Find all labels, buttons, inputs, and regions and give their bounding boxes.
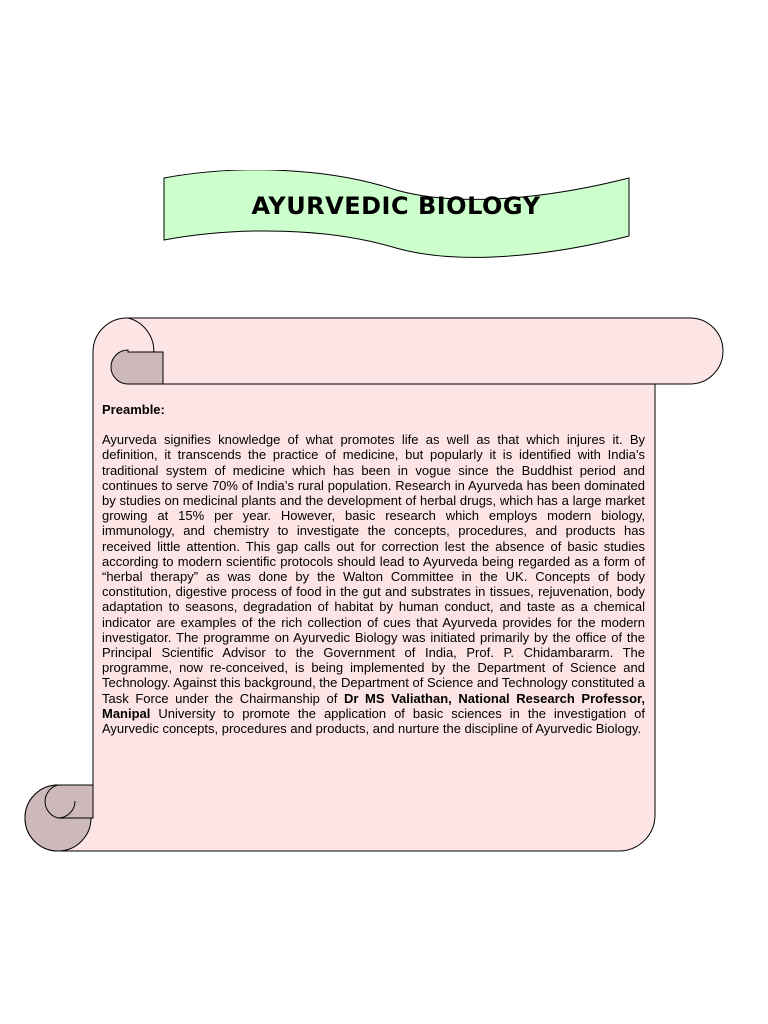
preamble-text: Ayurveda signifies knowledge of what promotes life as well as that which injures it. By definition, it transcends the practice of medicine, but popularly it is identified with India’s traditional system of medicine which has been in vogue since the Buddhist period and continues to serve 70% of India’s rural population. Research in Ayurveda has been dominated by studies on medicinal plants and the development of herbal drugs, which has a large market growing at 15% per year. However, basic research which employs modern biology, immunology, and chemistry to investigate the concepts, procedures, and products has received little attention. This gap calls out for correction lest the absence of basic studies according to modern scientific protocols should lead to Ayurveda being regarded as a form of “herbal therapy” as was done by the Walton Committee in the UK. Concepts of body constitution, digestive process of food in the gut and substrates in tissues, rejuvenation, body adaptation to seasons, degradation of habitat by human conduct, and taste as a chemical indicator are examples of the rich collection of cues that Ayurveda provides for the modern investigator. The programme on Ayurvedic Biology was initiated primarily by the office of the Principal Scientific Advisor to the Government of India, Prof. P. Chidambararm. The programme, now re-conceived, is being implemented by the Department of Science and Technology. Against this background, the Department of Science and Technology constituted a Task Force under the Chairmanship of (102, 432, 645, 706)
page-title: AYURVEDIC BIOLOGY (251, 192, 541, 220)
preamble-heading: Preamble: (102, 402, 165, 417)
preamble-text-end: University to promote the application of basic sciences in the investigation of Ayurvedic concepts, procedures and products, and nurture the discipline of Ayurvedic Biology. (102, 705, 645, 737)
preamble-bold-text: Dr MS Valiathan, National Research Professor, Manipal (102, 690, 645, 721)
preamble-paragraph (102, 432, 645, 736)
preamble-section (102, 402, 645, 736)
